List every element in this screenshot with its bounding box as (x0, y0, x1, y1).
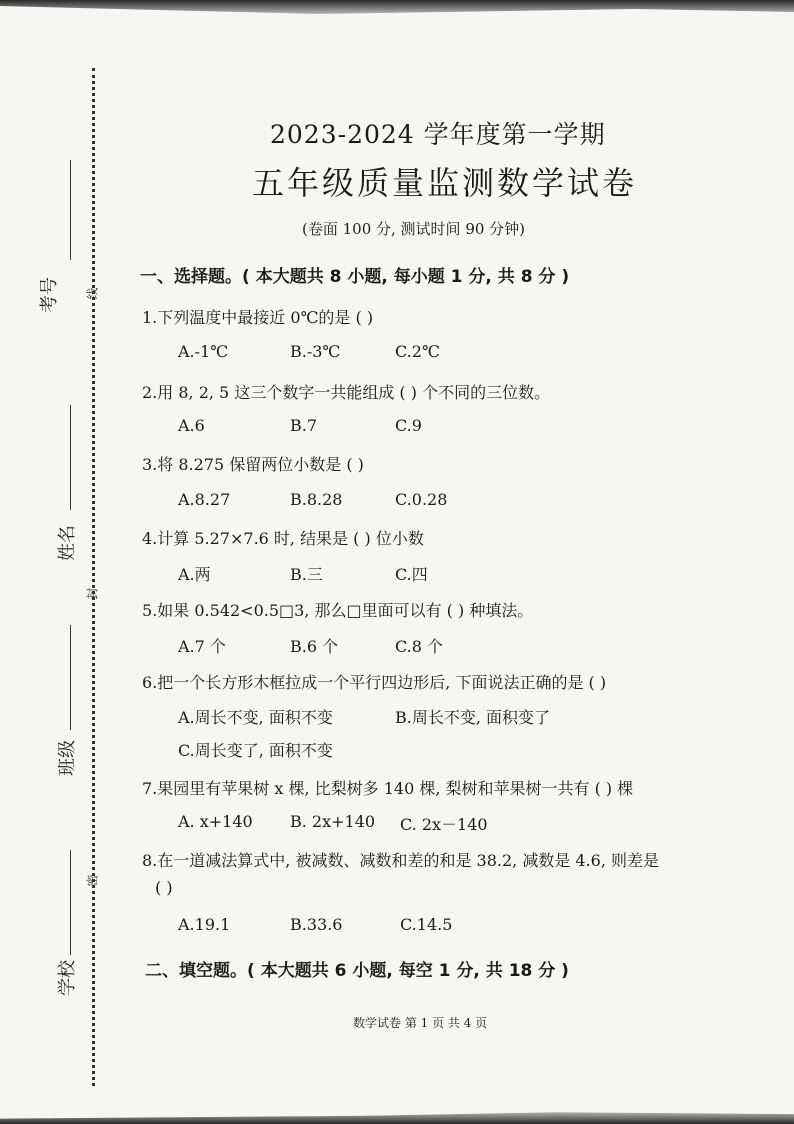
q4-option-a: A.两 (178, 565, 211, 584)
q1-option-c: C.2℃ (395, 342, 440, 361)
question-6: 6.把一个长方形木框拉成一个平行四边形后, 下面说法正确的是 ( ) (142, 673, 607, 692)
seal-char-mi: 密 (85, 874, 100, 887)
q8-option-c: C.14.5 (400, 915, 453, 934)
q7-option-a: A. x+140 (178, 812, 253, 831)
question-1: 1.下列温度中最接近 0℃的是 ( ) (142, 308, 374, 327)
q5-option-b: B.6 个 (290, 637, 339, 656)
question-3: 3.将 8.275 保留两位小数是 ( ) (142, 455, 364, 474)
section-heading-choice: 一、选择题。( 本大题共 8 小题, 每小题 1 分, 共 8 分 ) (140, 267, 570, 287)
question-7: 7.果园里有苹果树 x 棵, 比梨树多 140 棵, 梨树和苹果树一共有 ( ) 棵 (142, 779, 634, 798)
q5-option-a: A.7 个 (178, 637, 226, 656)
q3-option-a: A.8.27 (178, 490, 231, 509)
q5-option-c: C.8 个 (395, 637, 444, 656)
q7-option-b: B. 2x+140 (290, 812, 376, 831)
q1-option-a: A.-1℃ (178, 342, 229, 361)
q2-option-b: B.7 (290, 416, 318, 435)
q2-option-c: C.9 (395, 416, 422, 435)
q8-option-a: A.19.1 (178, 915, 231, 934)
page-footer: 数学试卷 第 1 页 共 4 页 (353, 1016, 488, 1030)
name-underline (70, 405, 71, 510)
class-underline (70, 625, 71, 730)
q7-option-c: C. 2x－140 (400, 815, 488, 834)
q8-option-b: B.33.6 (290, 915, 343, 934)
margin-label-kaohao: 考号 (39, 277, 60, 313)
q6-option-b: B.周长不变, 面积变了 (395, 708, 551, 727)
margin-label-name: 姓名 (57, 525, 78, 561)
q6-option-a: A.周长不变, 面积不变 (178, 708, 333, 727)
binding-dotted-line (92, 68, 95, 1086)
seal-char-xian: 线 (85, 287, 100, 300)
margin-label-class: 班级 (57, 740, 78, 776)
q6-option-c: C.周长变了, 面积不变 (178, 741, 333, 760)
question-5: 5.如果 0.542<0.5□3, 那么□里面可以有 ( ) 种填法。 (142, 601, 534, 620)
q4-option-c: C.四 (395, 565, 428, 584)
question-8-blank: ( ) (155, 878, 173, 897)
q3-option-b: B.8.28 (290, 490, 343, 509)
seal-char-feng: 封 (85, 587, 100, 600)
exam-title: 五年级质量监测数学试卷 (252, 164, 638, 202)
q3-option-c: C.0.28 (395, 490, 448, 509)
section-heading-fill-in: 二、填空题。( 本大题共 6 小题, 每空 1 分, 共 18 分 ) (145, 961, 569, 981)
q2-option-a: A.6 (178, 416, 205, 435)
exam-term-title: 2023-2024 学年度第一学期 (270, 120, 606, 149)
scan-shadow-bottom (0, 1106, 794, 1124)
margin-label-school: 学校 (57, 960, 78, 996)
question-8: 8.在一道减法算式中, 被减数、减数和差的和是 38.2, 减数是 4.6, 则差是 (142, 851, 660, 870)
scan-shadow-top (0, 0, 794, 20)
q1-option-b: B.-3℃ (290, 342, 341, 361)
exam-subtitle: (卷面 100 分, 测试时间 90 分钟) (302, 220, 526, 238)
q4-option-b: B.三 (290, 565, 323, 584)
school-underline (70, 850, 71, 955)
kaohao-underline (70, 160, 71, 260)
question-2: 2.用 8, 2, 5 这三个数字一共能组成 ( ) 个不同的三位数。 (142, 383, 551, 402)
question-4: 4.计算 5.27×7.6 时, 结果是 ( ) 位小数 (142, 529, 424, 548)
